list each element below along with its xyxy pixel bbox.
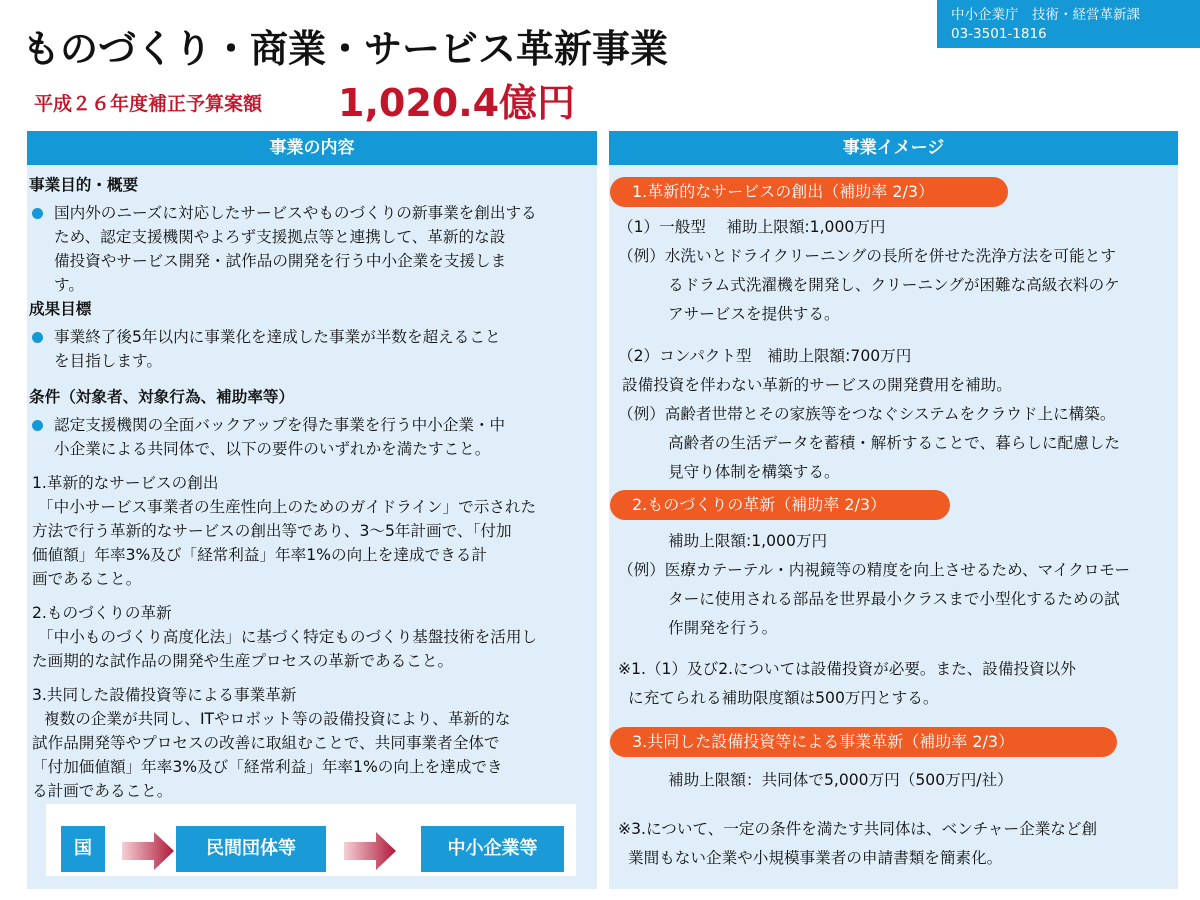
page-title: ものづくり・商業・サービス革新事業 <box>22 27 669 71</box>
condition-2-title: 2.ものづくりの革新 <box>32 604 172 622</box>
budget-amount: 1,020.4億円 <box>338 81 576 125</box>
arrow-right-icon <box>344 832 396 870</box>
condition-3-line: 試作品開発等やプロセスの改善に取組むことで、共同事業者全体で <box>32 734 500 752</box>
condition-3-line: る計画であること。 <box>32 782 173 800</box>
compact-desc-line: 設備投資を伴わない革新的サービスの開発費用を補助。 <box>622 376 1012 394</box>
condition-3-line: 複数の企業が共同し、ITやロボット等の設備投資により、革新的な <box>44 710 511 728</box>
purpose-line: 国内外のニーズに対応したサービスやものづくりの新事業を創出する <box>54 204 537 222</box>
purpose-line: 備投資やサービス開発・試作品の開発を行う中小企業を支援しま <box>54 252 507 270</box>
purpose-line: す。 <box>54 276 84 294</box>
goal-line: 事業終了後5年以内に事業化を達成した事業が半数を超えること <box>54 328 501 346</box>
flow-box-private-org: 民間団体等 <box>176 826 326 872</box>
example-line: 作開発を行う。 <box>668 619 778 637</box>
condition-3-title: 3.共同した設備投資等による事業革新 <box>32 686 297 704</box>
arrow-right-icon <box>122 832 174 870</box>
flow-box-country: 国 <box>61 826 105 872</box>
condition-1-line: 画であること。 <box>32 570 142 588</box>
condition-1-title: 1.革新的なサービスの創出 <box>32 474 219 492</box>
service-innovation-pill: 1.革新的なサービスの創出（補助率 2/3） <box>610 177 1008 207</box>
condition-1-line: 方法で行う革新的なサービスの創出等であり、3～5年計画で、「付加 <box>32 522 512 540</box>
note-1-line: ※1.（1）及び2.については設備投資が必要。また、設備投資以外 <box>618 660 1076 678</box>
conditions-line: 小企業による共同体で、以下の要件のいずれかを満たすこと。 <box>54 440 491 458</box>
purpose-heading: 事業目的・概要 <box>29 176 139 194</box>
goal-line: を目指します。 <box>54 352 162 370</box>
joint-investment-pill: 3.共同した設備投資等による事業革新（補助率 2/3） <box>610 727 1117 757</box>
contact-dept: 中小企業庁 技術・経営革新課 <box>951 7 1140 23</box>
bullet-icon <box>32 332 43 343</box>
conditions-heading: 条件（対象者、対象行為、補助率等） <box>29 388 295 406</box>
budget-label: 平成２６年度補正予算案額 <box>34 93 263 115</box>
condition-1-line: 「中小サービス事業者の生産性向上のためのガイドライン」で示された <box>38 498 537 516</box>
note-1-line: に充てられる補助限度額は500万円とする。 <box>628 689 939 707</box>
bullet-icon <box>32 420 43 431</box>
bullet-icon <box>32 208 43 219</box>
business-image-header: 事業イメージ <box>609 131 1178 165</box>
example-line: 見守り体制を構築する。 <box>668 463 840 481</box>
contact-phone: 03-3501-1816 <box>951 26 1047 42</box>
limit-line: 補助上限額:1,000万円 <box>668 532 828 550</box>
conditions-line: 認定支援機関の全面バックアップを得た事業を行う中小企業・中 <box>54 416 506 434</box>
goal-heading: 成果目標 <box>29 300 92 318</box>
condition-2-line: た画期的な試作品の開発や生産プロセスの革新であること。 <box>32 652 454 670</box>
example-line: るドラム式洗濯機を開発し、クリーニングが困難な高級衣料のケ <box>668 276 1120 294</box>
compact-type-line: （2）コンパクト型 補助上限額:700万円 <box>618 347 912 365</box>
example-line: ターに使用される部品を世界最小クラスまで小型化するための試 <box>668 590 1120 608</box>
contact-box <box>937 0 1200 48</box>
example-line: （例）医療カテーテル・内視鏡等の精度を向上させるため、マイクロモー <box>618 561 1130 579</box>
condition-2-line: 「中小ものづくり高度化法」に基づく特定ものづくり基盤技術を活用し <box>38 628 538 646</box>
business-content-header: 事業の内容 <box>27 131 597 165</box>
joint-limit-line: 補助上限額：共同体で5,000万円（500万円/社） <box>668 771 1013 789</box>
example-line: （例）水洗いとドライクリーニングの長所を併せた洗浄方法を可能とす <box>618 247 1116 265</box>
monozukuri-pill: 2.ものづくりの革新（補助率 2/3） <box>610 490 950 520</box>
note-3-line: ※3.について、一定の条件を満たす共同体は、ベンチャー企業など創 <box>618 820 1098 838</box>
condition-3-line: 「付加価値額」年率3%及び「経常利益」年率1%の向上を達成でき <box>32 758 503 776</box>
example-line: 高齢者の生活データを蓄積・解析することで、暮らしに配慮した <box>668 434 1120 452</box>
purpose-line: ため、認定支援機関やよろず支援拠点等と連携して、革新的な設 <box>54 228 506 246</box>
example-line: アサービスを提供する。 <box>668 305 840 323</box>
general-type-line: （1）一般型 補助上限額:1,000万円 <box>618 218 886 236</box>
flow-box-sme: 中小企業等 <box>421 826 564 872</box>
note-3-line: 業間もない企業や小規模事業者の申請書類を簡素化。 <box>628 849 1003 867</box>
condition-1-line: 価値額」年率3%及び「経常利益」年率1%の向上を達成できる計 <box>32 546 487 564</box>
example-line: （例）高齢者世帯とその家族等をつなぐシステムをクラウド上に構築。 <box>618 405 1116 423</box>
